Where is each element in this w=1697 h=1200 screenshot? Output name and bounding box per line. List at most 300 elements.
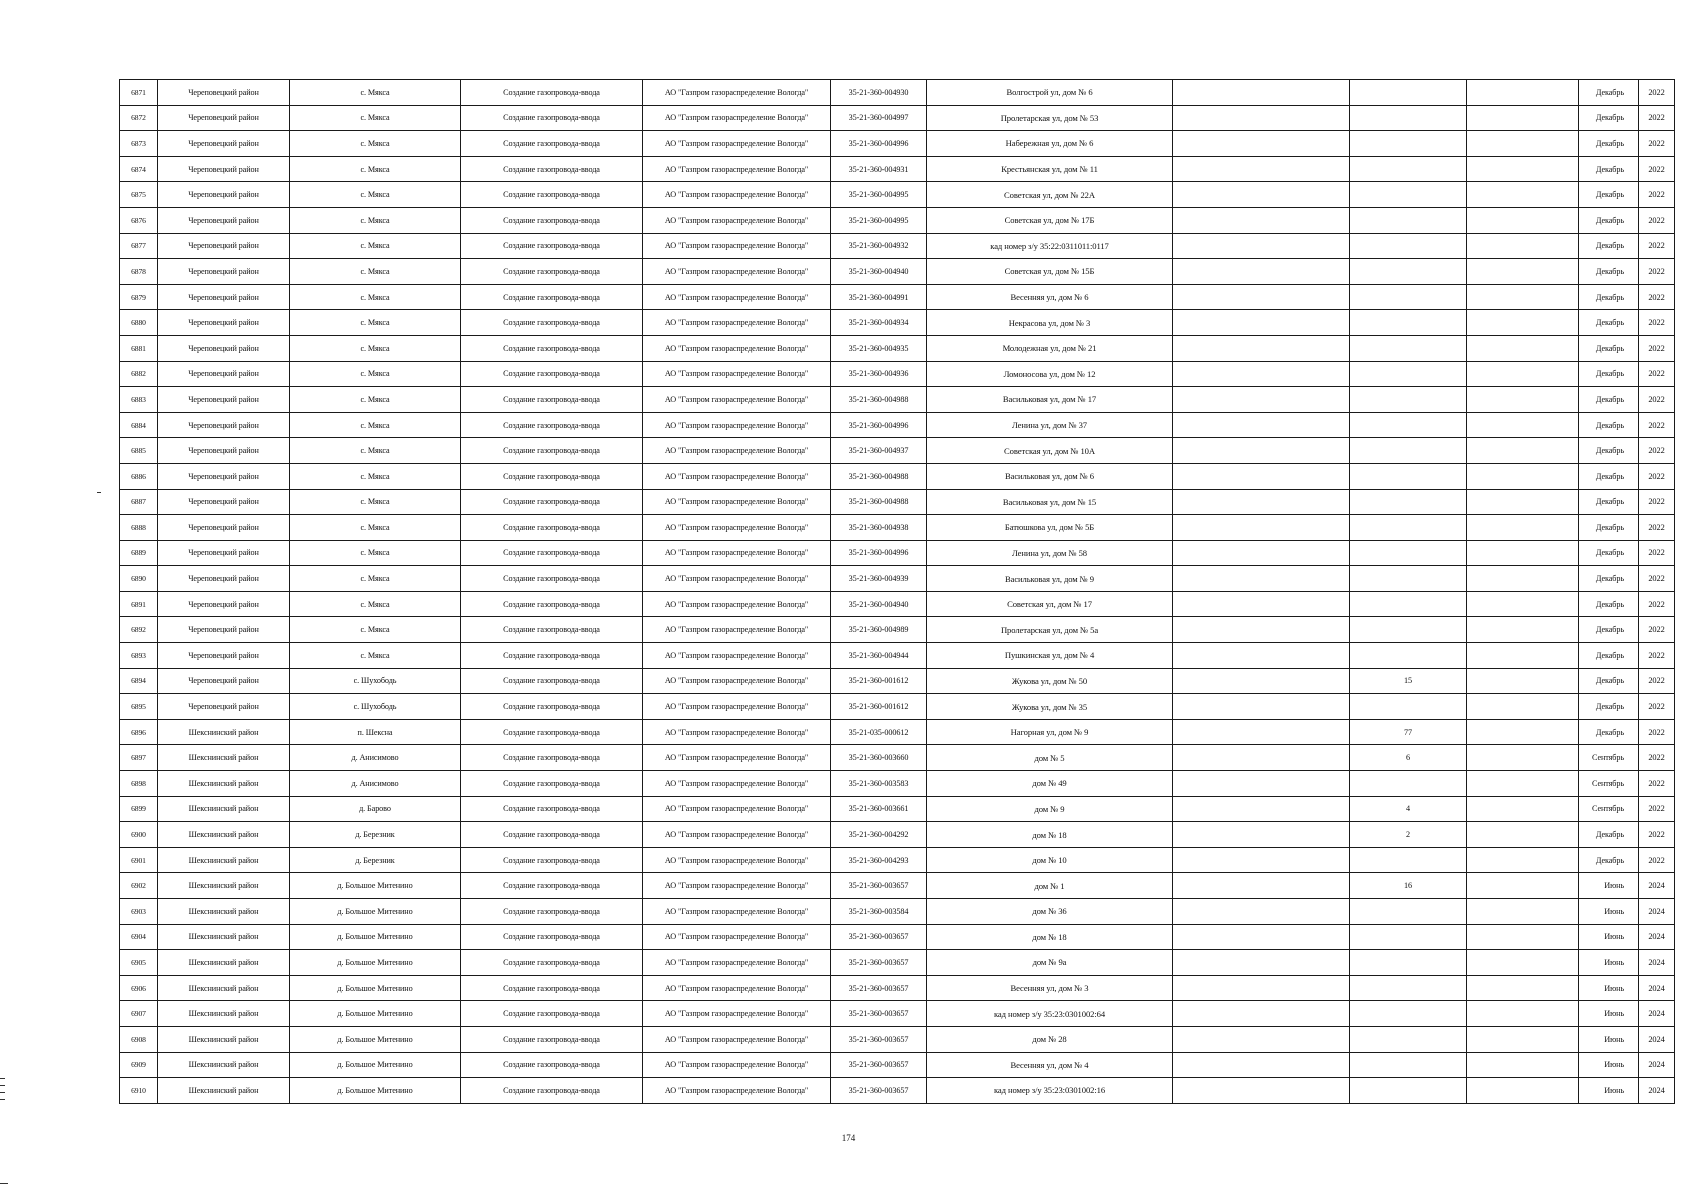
quantity-cell [1350, 950, 1467, 976]
organization-cell: АО "Газпром газораспределение Вологда" [643, 924, 831, 950]
month-cell: Декабрь [1579, 182, 1639, 208]
register-sheet [119, 79, 1674, 1104]
month-cell: Июнь [1579, 1078, 1639, 1104]
organization-cell: АО "Газпром газораспределение Вологда" [643, 899, 831, 925]
year-cell: 2024 [1639, 975, 1675, 1001]
row-number-cell: 6899 [120, 796, 158, 822]
empty-cell [1173, 105, 1350, 131]
gas-connection-register-table [119, 79, 1675, 1104]
row-number-cell: 6871 [120, 80, 158, 106]
row-number-cell: 6893 [120, 643, 158, 669]
month-cell: Декабрь [1579, 259, 1639, 285]
empty-cell [1173, 412, 1350, 438]
page-number: 174 [841, 1133, 856, 1143]
table-row [120, 515, 1675, 541]
empty-cell [1173, 617, 1350, 643]
district-cell: Шекснинский район [158, 1026, 290, 1052]
address-cell: Советская ул, дом № 22А [927, 182, 1173, 208]
empty-cell [1467, 233, 1579, 259]
address-cell: дом № 18 [927, 924, 1173, 950]
work-type-cell: Создание газопровода-ввода [461, 873, 643, 899]
quantity-cell [1350, 924, 1467, 950]
district-cell: Шекснинский район [158, 822, 290, 848]
object-code-cell: 35-21-360-004934 [831, 310, 927, 336]
district-cell: Шекснинский район [158, 950, 290, 976]
organization-cell: АО "Газпром газораспределение Вологда" [643, 412, 831, 438]
locality-cell: д. Анисимово [290, 771, 461, 797]
row-number-cell: 6907 [120, 1001, 158, 1027]
address-cell: Нагорная ул, дом № 9 [927, 719, 1173, 745]
year-cell: 2024 [1639, 873, 1675, 899]
locality-cell: д. Большое Митенино [290, 899, 461, 925]
quantity-cell: 6 [1350, 745, 1467, 771]
empty-cell [1173, 719, 1350, 745]
empty-cell [1173, 80, 1350, 106]
row-number-cell: 6884 [120, 412, 158, 438]
month-cell: Декабрь [1579, 668, 1639, 694]
empty-cell [1173, 387, 1350, 413]
locality-cell: д. Барово [290, 796, 461, 822]
locality-cell: д. Большое Митенино [290, 1078, 461, 1104]
object-code-cell: 35-21-360-004988 [831, 489, 927, 515]
locality-cell: с. Шухободь [290, 694, 461, 720]
empty-cell [1173, 668, 1350, 694]
district-cell: Шекснинский район [158, 924, 290, 950]
address-cell: Набережная ул, дом № 6 [927, 131, 1173, 157]
organization-cell: АО "Газпром газораспределение Вологда" [643, 1052, 831, 1078]
object-code-cell: 35-21-360-003657 [831, 873, 927, 899]
month-cell: Декабрь [1579, 489, 1639, 515]
month-cell: Декабрь [1579, 540, 1639, 566]
quantity-cell [1350, 259, 1467, 285]
row-number-cell: 6882 [120, 361, 158, 387]
quantity-cell [1350, 156, 1467, 182]
object-code-cell: 35-21-360-004293 [831, 847, 927, 873]
quantity-cell [1350, 617, 1467, 643]
object-code-cell: 35-21-360-003657 [831, 1026, 927, 1052]
work-type-cell: Создание газопровода-ввода [461, 412, 643, 438]
quantity-cell: 4 [1350, 796, 1467, 822]
month-cell: Декабрь [1579, 694, 1639, 720]
organization-cell: АО "Газпром газораспределение Вологда" [643, 822, 831, 848]
empty-cell [1173, 540, 1350, 566]
month-cell: Декабрь [1579, 335, 1639, 361]
quantity-cell [1350, 1078, 1467, 1104]
object-code-cell: 35-21-360-004938 [831, 515, 927, 541]
locality-cell: с. Мякса [290, 617, 461, 643]
quantity-cell [1350, 540, 1467, 566]
empty-cell [1173, 233, 1350, 259]
month-cell: Декабрь [1579, 233, 1639, 259]
district-cell: Шекснинский район [158, 975, 290, 1001]
district-cell: Череповецкий район [158, 207, 290, 233]
locality-cell: с. Мякса [290, 591, 461, 617]
table-row [120, 80, 1675, 106]
work-type-cell: Создание газопровода-ввода [461, 617, 643, 643]
work-type-cell: Создание газопровода-ввода [461, 1001, 643, 1027]
empty-cell [1467, 412, 1579, 438]
district-cell: Череповецкий район [158, 80, 290, 106]
scan-mark [0, 1099, 5, 1100]
year-cell: 2022 [1639, 335, 1675, 361]
month-cell: Декабрь [1579, 822, 1639, 848]
empty-cell [1173, 515, 1350, 541]
quantity-cell [1350, 1052, 1467, 1078]
quantity-cell [1350, 233, 1467, 259]
table-row [120, 438, 1675, 464]
object-code-cell: 35-21-360-003657 [831, 1001, 927, 1027]
year-cell: 2022 [1639, 131, 1675, 157]
object-code-cell: 35-21-360-003661 [831, 796, 927, 822]
organization-cell: АО "Газпром газораспределение Вологда" [643, 387, 831, 413]
address-cell: Волгострой ул, дом № 6 [927, 80, 1173, 106]
object-code-cell: 35-21-360-004940 [831, 259, 927, 285]
locality-cell: д. Большое Митенино [290, 950, 461, 976]
organization-cell: АО "Газпром газораспределение Вологда" [643, 438, 831, 464]
district-cell: Шекснинский район [158, 899, 290, 925]
address-cell: Советская ул, дом № 17Б [927, 207, 1173, 233]
district-cell: Череповецкий район [158, 284, 290, 310]
address-cell: Васильковая ул, дом № 6 [927, 463, 1173, 489]
table-row [120, 643, 1675, 669]
year-cell: 2022 [1639, 412, 1675, 438]
table-row [120, 284, 1675, 310]
work-type-cell: Создание газопровода-ввода [461, 975, 643, 1001]
row-number-cell: 6881 [120, 335, 158, 361]
empty-cell [1173, 873, 1350, 899]
year-cell: 2022 [1639, 591, 1675, 617]
year-cell: 2024 [1639, 1078, 1675, 1104]
quantity-cell: 15 [1350, 668, 1467, 694]
empty-cell [1467, 182, 1579, 208]
work-type-cell: Создание газопровода-ввода [461, 80, 643, 106]
empty-cell [1467, 924, 1579, 950]
empty-cell [1467, 361, 1579, 387]
row-number-cell: 6909 [120, 1052, 158, 1078]
address-cell: Васильковая ул, дом № 9 [927, 566, 1173, 592]
empty-cell [1467, 310, 1579, 336]
organization-cell: АО "Газпром газораспределение Вологда" [643, 463, 831, 489]
address-cell: Пролетарская ул, дом № 53 [927, 105, 1173, 131]
address-cell: Жукова ул, дом № 35 [927, 694, 1173, 720]
object-code-cell: 35-21-360-004996 [831, 412, 927, 438]
district-cell: Шекснинский район [158, 745, 290, 771]
year-cell: 2024 [1639, 899, 1675, 925]
table-row [120, 899, 1675, 925]
empty-cell [1173, 361, 1350, 387]
row-number-cell: 6894 [120, 668, 158, 694]
object-code-cell: 35-21-360-003657 [831, 1078, 927, 1104]
row-number-cell: 6902 [120, 873, 158, 899]
quantity-cell [1350, 1001, 1467, 1027]
locality-cell: д. Большое Митенино [290, 1026, 461, 1052]
work-type-cell: Создание газопровода-ввода [461, 387, 643, 413]
work-type-cell: Создание газопровода-ввода [461, 438, 643, 464]
district-cell: Шекснинский район [158, 873, 290, 899]
table-row [120, 131, 1675, 157]
empty-cell [1467, 259, 1579, 285]
work-type-cell: Создание газопровода-ввода [461, 847, 643, 873]
district-cell: Череповецкий район [158, 463, 290, 489]
empty-cell [1467, 745, 1579, 771]
locality-cell: с. Мякса [290, 489, 461, 515]
district-cell: Череповецкий район [158, 182, 290, 208]
empty-cell [1467, 668, 1579, 694]
address-cell: кад номер з/у 35:23:0301002:16 [927, 1078, 1173, 1104]
row-number-cell: 6874 [120, 156, 158, 182]
quantity-cell [1350, 899, 1467, 925]
district-cell: Череповецкий район [158, 668, 290, 694]
address-cell: дом № 5 [927, 745, 1173, 771]
row-number-cell: 6876 [120, 207, 158, 233]
year-cell: 2022 [1639, 771, 1675, 797]
table-row [120, 387, 1675, 413]
scan-mark [0, 1085, 5, 1086]
month-cell: Декабрь [1579, 847, 1639, 873]
district-cell: Череповецкий район [158, 591, 290, 617]
table-row [120, 796, 1675, 822]
quantity-cell [1350, 335, 1467, 361]
address-cell: Ленина ул, дом № 37 [927, 412, 1173, 438]
work-type-cell: Создание газопровода-ввода [461, 924, 643, 950]
empty-cell [1173, 259, 1350, 285]
organization-cell: АО "Газпром газораспределение Вологда" [643, 335, 831, 361]
empty-cell [1173, 643, 1350, 669]
month-cell: Декабрь [1579, 207, 1639, 233]
year-cell: 2022 [1639, 310, 1675, 336]
locality-cell: д. Большое Митенино [290, 873, 461, 899]
work-type-cell: Создание газопровода-ввода [461, 694, 643, 720]
organization-cell: АО "Газпром газораспределение Вологда" [643, 643, 831, 669]
object-code-cell: 35-21-360-003657 [831, 1052, 927, 1078]
object-code-cell: 35-21-360-004991 [831, 284, 927, 310]
address-cell: Советская ул, дом № 17 [927, 591, 1173, 617]
empty-cell [1173, 1052, 1350, 1078]
row-number-cell: 6873 [120, 131, 158, 157]
district-cell: Череповецкий район [158, 438, 290, 464]
object-code-cell: 35-21-360-003657 [831, 950, 927, 976]
row-number-cell: 6891 [120, 591, 158, 617]
quantity-cell [1350, 643, 1467, 669]
object-code-cell: 35-21-360-004940 [831, 591, 927, 617]
object-code-cell: 35-21-360-004997 [831, 105, 927, 131]
address-cell: Ломоносова ул, дом № 12 [927, 361, 1173, 387]
object-code-cell: 35-21-360-004935 [831, 335, 927, 361]
work-type-cell: Создание газопровода-ввода [461, 668, 643, 694]
object-code-cell: 35-21-360-001612 [831, 668, 927, 694]
work-type-cell: Создание газопровода-ввода [461, 233, 643, 259]
organization-cell: АО "Газпром газораспределение Вологда" [643, 515, 831, 541]
month-cell: Июнь [1579, 924, 1639, 950]
organization-cell: АО "Газпром газораспределение Вологда" [643, 156, 831, 182]
organization-cell: АО "Газпром газораспределение Вологда" [643, 310, 831, 336]
quantity-cell [1350, 847, 1467, 873]
work-type-cell: Создание газопровода-ввода [461, 1026, 643, 1052]
table-row [120, 847, 1675, 873]
address-cell: дом № 10 [927, 847, 1173, 873]
address-cell: Некрасова ул, дом № 3 [927, 310, 1173, 336]
address-cell: Советская ул, дом № 10А [927, 438, 1173, 464]
organization-cell: АО "Газпром газораспределение Вологда" [643, 259, 831, 285]
locality-cell: д. Березник [290, 847, 461, 873]
empty-cell [1467, 950, 1579, 976]
year-cell: 2022 [1639, 105, 1675, 131]
locality-cell: д. Анисимово [290, 745, 461, 771]
district-cell: Череповецкий район [158, 540, 290, 566]
work-type-cell: Создание газопровода-ввода [461, 591, 643, 617]
empty-cell [1173, 156, 1350, 182]
empty-cell [1173, 591, 1350, 617]
empty-cell [1467, 80, 1579, 106]
district-cell: Шекснинский район [158, 1001, 290, 1027]
table-row [120, 259, 1675, 285]
address-cell: Васильковая ул, дом № 17 [927, 387, 1173, 413]
work-type-cell: Создание газопровода-ввода [461, 207, 643, 233]
month-cell: Декабрь [1579, 310, 1639, 336]
address-cell: Советская ул, дом № 15Б [927, 259, 1173, 285]
year-cell: 2022 [1639, 719, 1675, 745]
table-row [120, 463, 1675, 489]
table-row [120, 207, 1675, 233]
month-cell: Июнь [1579, 950, 1639, 976]
row-number-cell: 6905 [120, 950, 158, 976]
locality-cell: с. Мякса [290, 361, 461, 387]
row-number-cell: 6910 [120, 1078, 158, 1104]
address-cell: Весенняя ул, дом № 4 [927, 1052, 1173, 1078]
empty-cell [1467, 796, 1579, 822]
locality-cell: д. Большое Митенино [290, 924, 461, 950]
district-cell: Шекснинский район [158, 796, 290, 822]
quantity-cell [1350, 591, 1467, 617]
quantity-cell [1350, 1026, 1467, 1052]
locality-cell: с. Мякса [290, 284, 461, 310]
work-type-cell: Создание газопровода-ввода [461, 719, 643, 745]
year-cell: 2022 [1639, 387, 1675, 413]
table-row [120, 617, 1675, 643]
address-cell: Пушкинская ул, дом № 4 [927, 643, 1173, 669]
year-cell: 2024 [1639, 1001, 1675, 1027]
empty-cell [1467, 975, 1579, 1001]
empty-cell [1467, 591, 1579, 617]
district-cell: Череповецкий район [158, 617, 290, 643]
empty-cell [1467, 156, 1579, 182]
year-cell: 2022 [1639, 361, 1675, 387]
year-cell: 2022 [1639, 796, 1675, 822]
work-type-cell: Создание газопровода-ввода [461, 489, 643, 515]
quantity-cell [1350, 771, 1467, 797]
year-cell: 2022 [1639, 847, 1675, 873]
address-cell: дом № 9а [927, 950, 1173, 976]
work-type-cell: Создание газопровода-ввода [461, 822, 643, 848]
table-row [120, 694, 1675, 720]
object-code-cell: 35-21-360-004292 [831, 822, 927, 848]
month-cell: Июнь [1579, 1026, 1639, 1052]
district-cell: Шекснинский район [158, 719, 290, 745]
locality-cell: с. Мякса [290, 463, 461, 489]
work-type-cell: Создание газопровода-ввода [461, 463, 643, 489]
table-row [120, 105, 1675, 131]
month-cell: Сентябрь [1579, 771, 1639, 797]
locality-cell: с. Мякса [290, 259, 461, 285]
empty-cell [1173, 1078, 1350, 1104]
row-number-cell: 6880 [120, 310, 158, 336]
year-cell: 2022 [1639, 284, 1675, 310]
address-cell: кад номер з/у 35:22:0311011:0117 [927, 233, 1173, 259]
empty-cell [1173, 950, 1350, 976]
register-rows [120, 80, 1675, 1104]
address-cell: дом № 28 [927, 1026, 1173, 1052]
object-code-cell: 35-21-360-004995 [831, 207, 927, 233]
work-type-cell: Создание газопровода-ввода [461, 335, 643, 361]
address-cell: Крестьянская ул, дом № 11 [927, 156, 1173, 182]
organization-cell: АО "Газпром газораспределение Вологда" [643, 873, 831, 899]
row-number-cell: 6908 [120, 1026, 158, 1052]
month-cell: Декабрь [1579, 131, 1639, 157]
empty-cell [1467, 566, 1579, 592]
empty-cell [1173, 284, 1350, 310]
row-number-cell: 6885 [120, 438, 158, 464]
quantity-cell [1350, 131, 1467, 157]
address-cell: Ленина ул, дом № 58 [927, 540, 1173, 566]
organization-cell: АО "Газпром газораспределение Вологда" [643, 591, 831, 617]
table-row [120, 745, 1675, 771]
table-row [120, 950, 1675, 976]
district-cell: Шекснинский район [158, 847, 290, 873]
row-number-cell: 6877 [120, 233, 158, 259]
address-cell: дом № 18 [927, 822, 1173, 848]
quantity-cell [1350, 387, 1467, 413]
empty-cell [1173, 975, 1350, 1001]
quantity-cell: 77 [1350, 719, 1467, 745]
organization-cell: АО "Газпром газораспределение Вологда" [643, 668, 831, 694]
empty-cell [1467, 719, 1579, 745]
row-number-cell: 6895 [120, 694, 158, 720]
organization-cell: АО "Газпром газораспределение Вологда" [643, 1026, 831, 1052]
locality-cell: с. Мякса [290, 80, 461, 106]
empty-cell [1173, 335, 1350, 361]
table-row [120, 233, 1675, 259]
year-cell: 2022 [1639, 259, 1675, 285]
year-cell: 2022 [1639, 156, 1675, 182]
locality-cell: с. Мякса [290, 412, 461, 438]
locality-cell: д. Большое Митенино [290, 975, 461, 1001]
month-cell: Июнь [1579, 873, 1639, 899]
locality-cell: с. Мякса [290, 387, 461, 413]
row-number-cell: 6886 [120, 463, 158, 489]
district-cell: Череповецкий район [158, 259, 290, 285]
month-cell: Декабрь [1579, 463, 1639, 489]
empty-cell [1173, 771, 1350, 797]
year-cell: 2022 [1639, 694, 1675, 720]
quantity-cell [1350, 361, 1467, 387]
year-cell: 2022 [1639, 668, 1675, 694]
object-code-cell: 35-21-360-004931 [831, 156, 927, 182]
work-type-cell: Создание газопровода-ввода [461, 771, 643, 797]
table-row [120, 668, 1675, 694]
row-number-cell: 6897 [120, 745, 158, 771]
scan-mark [97, 492, 101, 493]
locality-cell: д. Большое Митенино [290, 1001, 461, 1027]
empty-cell [1467, 873, 1579, 899]
object-code-cell: 35-21-360-004988 [831, 387, 927, 413]
year-cell: 2022 [1639, 515, 1675, 541]
object-code-cell: 35-21-360-003660 [831, 745, 927, 771]
row-number-cell: 6903 [120, 899, 158, 925]
empty-cell [1173, 207, 1350, 233]
year-cell: 2024 [1639, 1052, 1675, 1078]
empty-cell [1467, 1001, 1579, 1027]
work-type-cell: Создание газопровода-ввода [461, 515, 643, 541]
